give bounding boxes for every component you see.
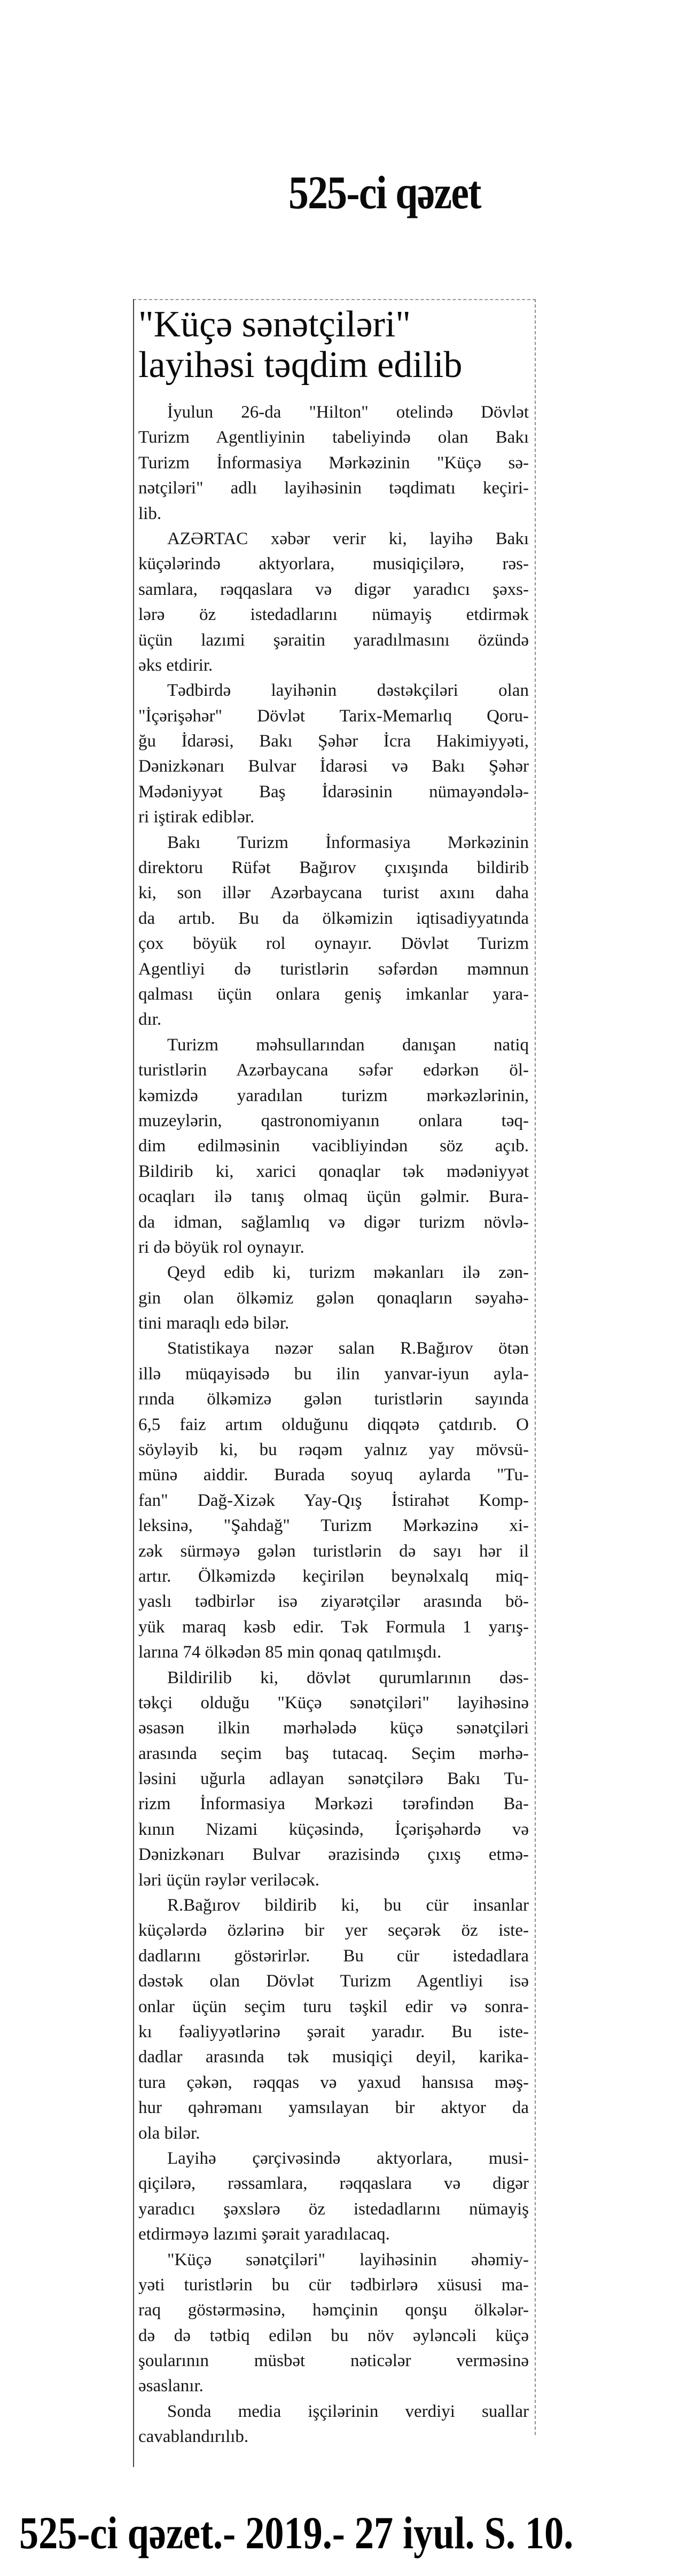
paragraph-line: Turizm Agentliyinin tabeliyində olan Bakı — [138, 428, 529, 447]
paragraph-line: çox böyük rol oynayır. Dövlət Turizm — [138, 934, 529, 954]
paragraph-line: dim edilməsinin vacibliyindən söz açıb. — [138, 1136, 529, 1156]
paragraph-line: gin olan ölkəmiz gələn qonaqların səyahə- — [138, 1288, 529, 1308]
article-paragraph — [138, 1260, 529, 1336]
paragraph-line: ri də böyük rol oynayır. — [138, 1237, 304, 1257]
paragraph-line: tura çəkən, rəqqas və yaxud hansısa məş- — [138, 2072, 529, 2092]
paragraph-line: kəmizdə yaradılan turizm mərkəzlərinin, — [138, 1086, 529, 1105]
headline-line: "Küçə sənətçiləri" — [138, 304, 411, 345]
paragraph-line: ki, son illər Azərbaycana turist axını daha — [138, 883, 529, 903]
paragraph-line: "İçərişəhər" Dövlət Tarix-Memarlıq Qoru- — [138, 706, 529, 726]
paragraph-line: muzeylərin, qastronomiyanın onlara təq- — [138, 1111, 529, 1130]
paragraph-line: lərə öz istedadlarını nümayiş etdirmək — [138, 605, 529, 625]
frame-top-border — [133, 299, 536, 300]
article-paragraph — [138, 678, 529, 830]
article-paragraph — [138, 1893, 529, 2146]
paragraph-line: fan" Dağ-Xizək Yay-Qış İstirahət Komp- — [138, 1490, 529, 1510]
frame-left-border — [133, 299, 134, 2467]
article-paragraph — [138, 400, 529, 527]
paragraph-line: direktoru Rüfət Bağırov çıxışında bildirib — [138, 858, 529, 878]
paragraph-line: Layihə çərçivəsində aktyorlara, musi- — [167, 2148, 529, 2168]
paragraph-line: leksinə, "Şahdağ" Turizm Mərkəzinə xi- — [138, 1516, 529, 1536]
paragraph-line: zək sürməyə gələn turistlərin də sayı hər il — [138, 1541, 529, 1561]
paragraph-line: yaslı tədbirlər isə ziyarətçilər arasında bö- — [138, 1592, 529, 1612]
article-paragraph — [138, 2146, 529, 2248]
paragraph-line: dadlar arasında tək musiqiçi deyil, karika- — [138, 2047, 529, 2067]
paragraph-line: küçələrində aktyorlara, musiqiçilərə, rəs- — [138, 554, 529, 574]
paragraph-line: 6,5 faiz artım olduğunu diqqətə çatdırıb. O — [138, 1415, 529, 1434]
paragraph-line: Bakı Turizm İnformasiya Mərkəzinin — [167, 833, 529, 852]
paragraph-line: ola bilər. — [138, 2123, 200, 2143]
paragraph-line: nətçiləri" adlı layihəsinin təqdimatı keçiri- — [138, 478, 529, 498]
paragraph-line: artır. Ölkəmizdə keçirilən beynəlxalq miq- — [138, 1566, 529, 1586]
paragraph-line: əks etdirir. — [138, 655, 213, 675]
paragraph-line: ləsini uğurla adlayan sənətçilərə Bakı Tu- — [138, 1769, 529, 1789]
paragraph-line: rında ölkəmizə gələn turistlərin sayında — [138, 1389, 529, 1409]
paragraph-line: də də tətbiq edilən bu növ əyləncəli küçə — [138, 2326, 529, 2345]
article-paragraph — [138, 2399, 529, 2450]
article-paragraph — [138, 830, 529, 1033]
paragraph-line: qalması üçün onlara geniş imkanlar yara- — [138, 984, 529, 1004]
paragraph-line: Agentliyi də turistlərin səfərdən məmnun — [138, 959, 529, 979]
frame-right-border — [535, 299, 536, 2435]
paragraph-line: yaradıcı şəxslərə öz istedadlarını nümayiş — [138, 2199, 529, 2219]
paragraph-line: kının Nizami küçəsində, İçərişəhərdə və — [138, 1819, 529, 1839]
paragraph-line: ğu İdarəsi, Bakı Şəhər İcra Hakimiyyəti, — [138, 732, 529, 751]
paragraph-line: yük maraq kəsb edir. Tək Formula 1 yarış- — [138, 1617, 529, 1637]
paragraph-line: şoularının müsbət nəticələr verməsinə — [138, 2351, 529, 2371]
paragraph-line: Dənizkənarı Bulvar İdarəsi və Bakı Şəhər — [138, 757, 529, 776]
paragraph-line: Mədəniyyət Baş İdarəsinin nümayəndələ- — [138, 782, 529, 802]
article-paragraph — [138, 2248, 529, 2399]
paragraph-line: dadlarını göstərirlər. Bu cür istedadlara — [138, 1946, 529, 1966]
paragraph-line: dəstək olan Dövlət Turizm Agentliyi isə — [138, 1972, 529, 1991]
paragraph-line: da idman, sağlamlıq və digər turizm növlə- — [138, 1212, 529, 1232]
paragraph-line: üçün lazımi şəraitin yaradılmasını özündə — [138, 630, 529, 650]
paragraph-line: ləri üçün rəylər veriləcək. — [138, 1870, 319, 1890]
paragraph-line: illə müqayisədə bu ilin yanvar-iyun ayla- — [138, 1364, 529, 1384]
paragraph-line: Statistikaya nəzər salan R.Bağırov ötən — [167, 1339, 529, 1358]
paragraph-line: küçələrdə özlərinə bir yer seçərək öz iste- — [138, 1921, 529, 1941]
paragraph-line: lib. — [138, 504, 162, 523]
paragraph-line: əsasən ilkin mərhələdə küçə sənətçiləri — [138, 1718, 529, 1738]
paragraph-line: cavablandırılıb. — [138, 2427, 249, 2447]
paragraph-line: ocaqları ilə tanış olmaq üçün gəlmir. Bura- — [138, 1187, 529, 1207]
paragraph-line: münə aiddir. Burada soyuq aylarda "Tu- — [138, 1465, 529, 1485]
paragraph-line: "Küçə sənətçiləri" layihəsinin əhəmiy- — [167, 2250, 529, 2269]
paragraph-line: Sonda media işçilərinin verdiyi suallar — [167, 2401, 529, 2421]
paragraph-line: əsaslanır. — [138, 2376, 204, 2396]
article-body — [138, 400, 529, 2450]
paragraph-line: larına 74 ölkədən 85 min qonaq qatılmışdı. — [138, 1643, 442, 1662]
paragraph-line: arasında seçim baş tutacaq. Seçim mərhə- — [138, 1743, 529, 1763]
paragraph-line: Turizm İnformasiya Mərkəzinin "Küçə sə- — [138, 453, 529, 473]
paragraph-line: Dənizkənarı Bulvar ərazisində çıxış etmə- — [138, 1845, 529, 1865]
article-paragraph — [138, 1666, 529, 1894]
paragraph-line: onlar üçün seçim turu təşkil edir və sonra- — [138, 1997, 529, 2016]
paragraph-line: Turizm məhsullarından danışan natiq — [167, 1035, 529, 1055]
paragraph-line: İyulun 26-da "Hilton" otelində Dövlət — [167, 403, 529, 422]
paragraph-line: Bildirib ki, xarici qonaqlar tək mədəniyyət — [138, 1161, 529, 1181]
paragraph-line: yəti turistlərin bu cür tədbirlərə xüsusi ma- — [138, 2275, 529, 2295]
paragraph-line: Tədbirdə layihənin dəstəkçiləri olan — [167, 681, 529, 701]
paragraph-line: ri iştirak ediblər. — [138, 807, 255, 827]
citation-footer: 525-ci qəzet.- 2019.- 27 iyul. S. 10. — [19, 2507, 574, 2558]
paragraph-line: AZƏRTAC xəbər verir ki, layihə Bakı — [167, 529, 529, 548]
article-paragraph — [138, 1336, 529, 1665]
paragraph-line: Qeyd edib ki, turizm məkanları ilə zən- — [167, 1263, 529, 1283]
newspaper-masthead: 525-ci qəzet — [288, 167, 481, 219]
paragraph-line: Bildirilib ki, dövlət qurumlarının dəs- — [167, 1668, 529, 1687]
paragraph-line: dır. — [138, 1010, 162, 1030]
paragraph-line: söyləyib ki, bu rəqəm yalnız yay mövsü- — [138, 1440, 529, 1460]
article-paragraph — [138, 1033, 529, 1261]
paragraph-line: rizm İnformasiya Mərkəzi tərəfindən Ba- — [138, 1794, 529, 1814]
paragraph-line: da artıb. Bu da ölkəmizin iqtisadiyyatında — [138, 908, 529, 928]
paragraph-line: kı fəaliyyətlərinə şərait yaradır. Bu iste- — [138, 2022, 529, 2041]
headline-line: layihəsi təqdim edilib — [138, 344, 463, 386]
paragraph-line: qiçilərə, rəssamlara, rəqqaslara və digər — [138, 2174, 529, 2194]
article-headline — [138, 304, 534, 386]
paragraph-line: təkçi olduğu "Küçə sənətçiləri" layihəsinə — [138, 1693, 529, 1713]
paragraph-line: R.Bağırov bildirib ki, bu cür insanlar — [167, 1896, 529, 1915]
paragraph-line: etdirməyə lazımi şərait yaradılacaq. — [138, 2225, 390, 2244]
paragraph-line: tini maraqlı edə bilər. — [138, 1314, 290, 1333]
article-paragraph — [138, 527, 529, 678]
paragraph-line: samlara, rəqqaslara və digər yaradıcı şəxs- — [138, 579, 529, 599]
paragraph-line: hur qəhrəmanı yamsılayan bir aktyor da — [138, 2098, 529, 2118]
paragraph-line: turistlərin Azərbaycana səfər edərkən öl- — [138, 1061, 529, 1080]
paragraph-line: raq göstərməsinə, həmçinin qonşu ölkələr- — [138, 2300, 529, 2320]
